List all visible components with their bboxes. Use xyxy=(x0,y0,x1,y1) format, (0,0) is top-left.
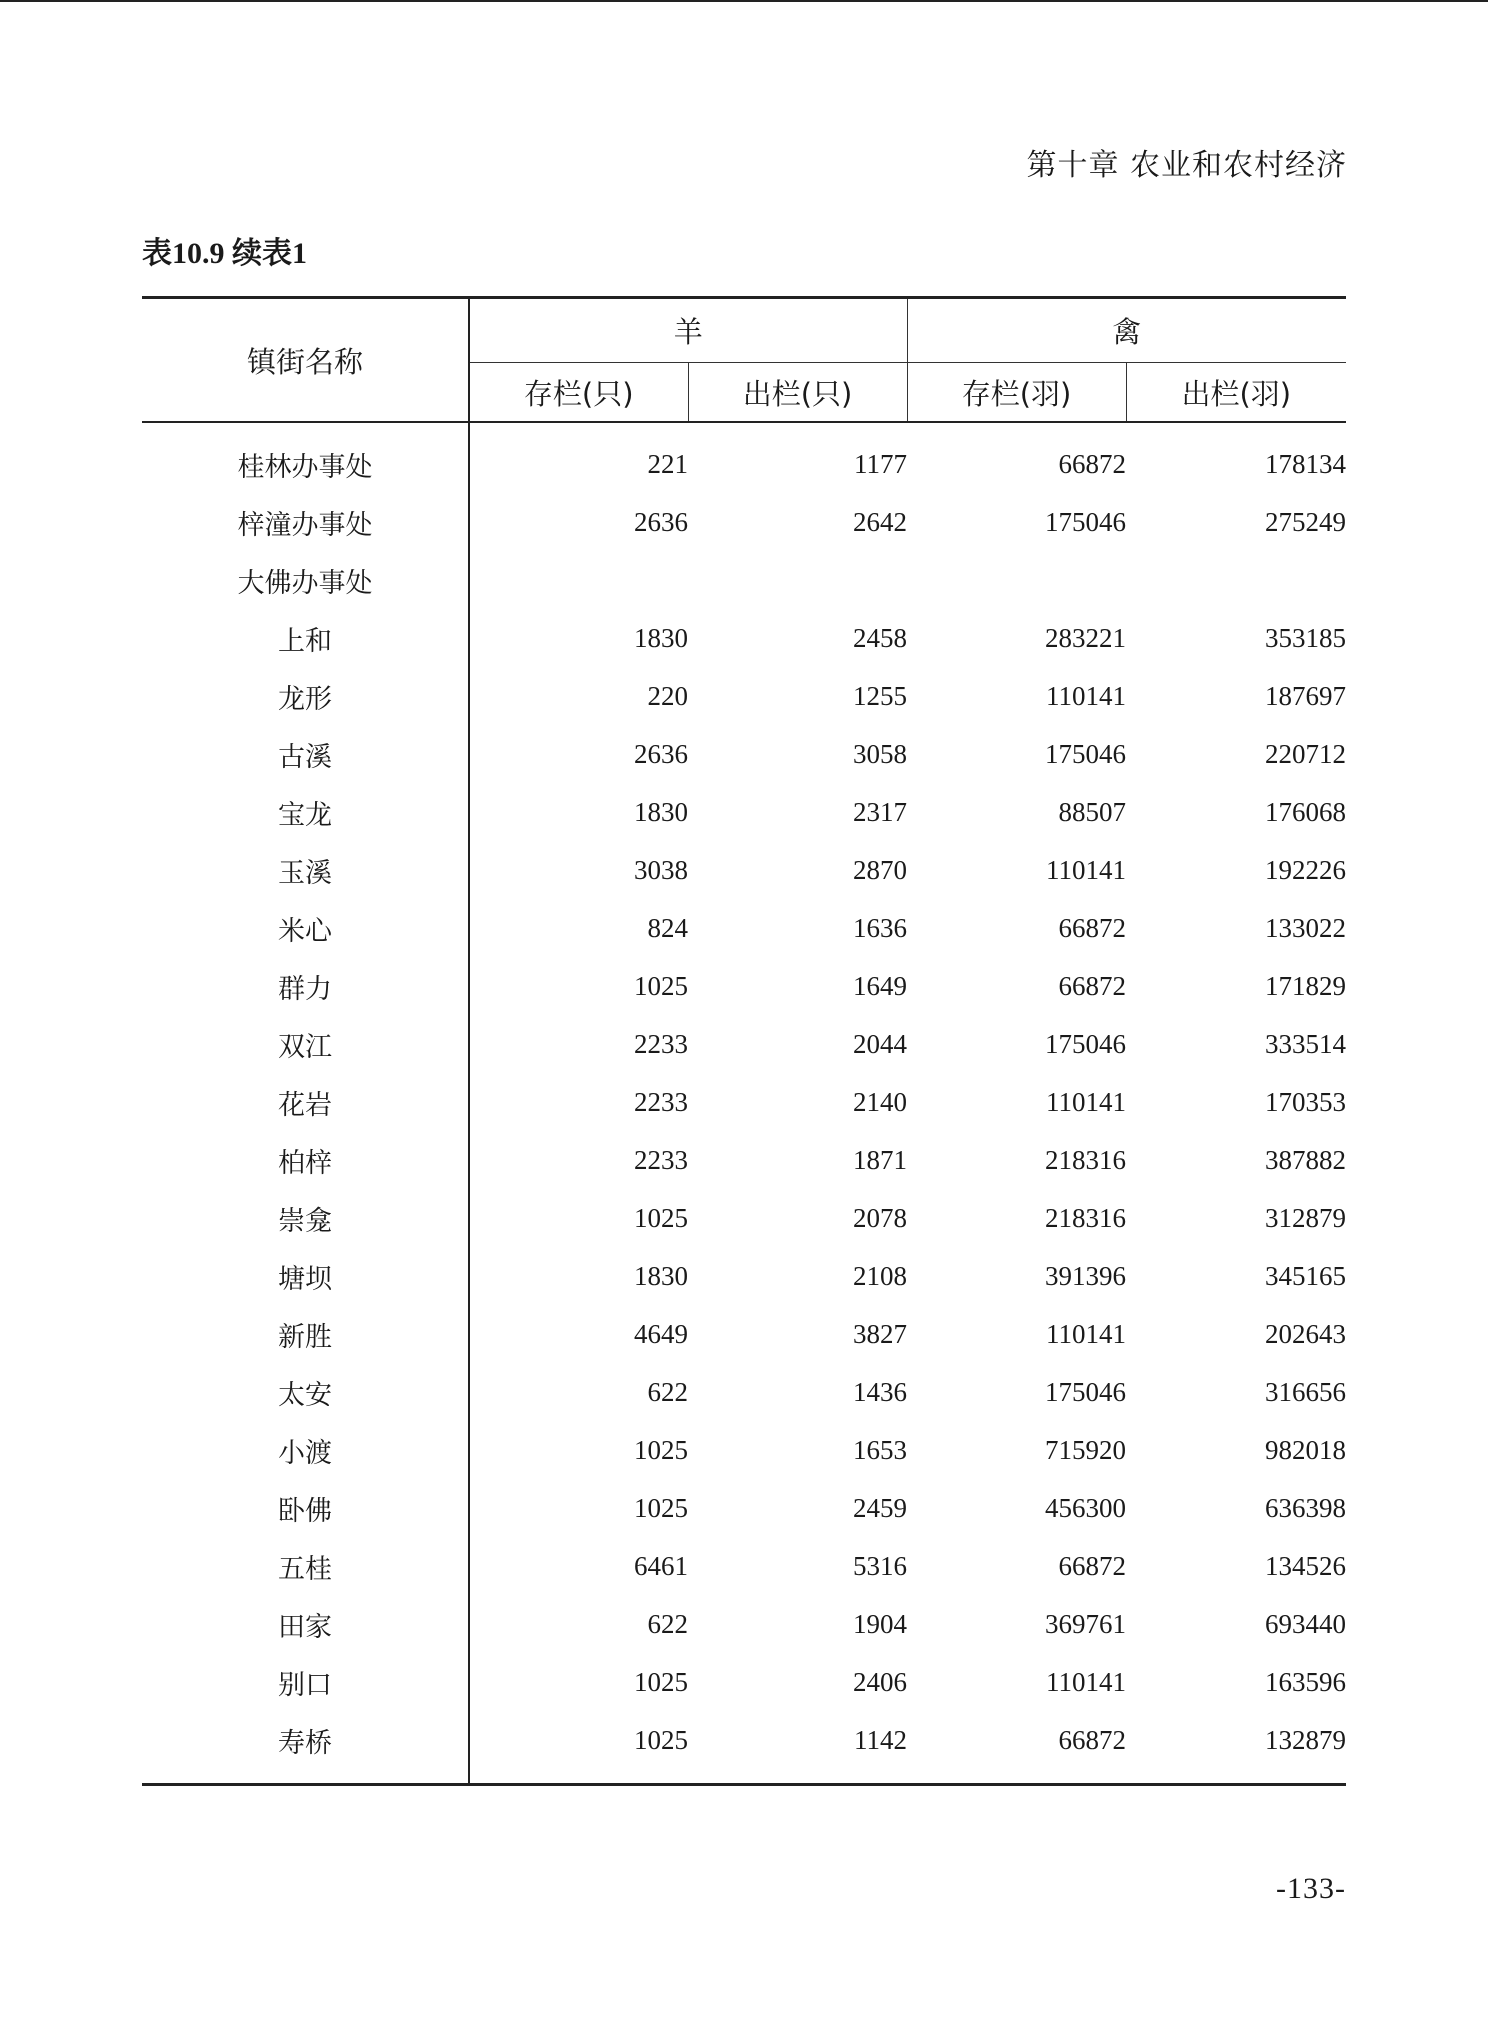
cell-region-name xyxy=(142,1653,469,1711)
cell-sheep-out: 1904 xyxy=(853,1608,908,1639)
table-title: 表10.9 续表1 xyxy=(142,237,307,270)
cell-poultry-stock: 218316 xyxy=(1045,1144,1127,1175)
cell-poultry-out: 345165 xyxy=(1265,1260,1347,1291)
region-name: 卧佛 xyxy=(278,1495,332,1526)
cell-sheep-stock: 2636 xyxy=(634,738,688,769)
region-name: 梓潼办事处 xyxy=(237,509,373,540)
cell-poultry-out: 693440 xyxy=(1265,1608,1347,1639)
cell-region-name xyxy=(142,1131,469,1189)
cell-sheep-out: 2108 xyxy=(853,1260,908,1291)
cell-sheep-stock: 1025 xyxy=(634,1492,688,1523)
region-name: 双江 xyxy=(278,1031,332,1062)
table-row xyxy=(142,609,1346,667)
column-header-sheep-out: 出栏(只) xyxy=(688,363,907,423)
table-row xyxy=(142,841,1346,899)
cell-poultry-stock: 175046 xyxy=(1045,1376,1127,1407)
cell-poultry-stock: 110141 xyxy=(1046,854,1127,885)
cell-poultry-stock: 88507 xyxy=(1058,796,1127,827)
cell-region-name xyxy=(142,1711,469,1769)
region-name: 崇龛 xyxy=(278,1205,332,1236)
column-header-sheep-stock: 存栏(只) xyxy=(469,363,688,423)
region-name: 龙形 xyxy=(278,683,332,714)
cell-region-name xyxy=(142,667,469,725)
table-row xyxy=(142,1421,1346,1479)
cell-region-name xyxy=(142,1479,469,1537)
spacer-cell xyxy=(142,1769,469,1785)
region-name: 小渡 xyxy=(278,1437,332,1468)
header-row-groups xyxy=(142,298,1346,363)
cell-region-name xyxy=(142,957,469,1015)
cell-sheep-stock: 824 xyxy=(647,912,688,943)
spacer-cell xyxy=(907,1769,1126,1785)
column-header-poultry-out: 出栏(羽) xyxy=(1126,363,1346,423)
table-row xyxy=(142,1015,1346,1073)
cell-poultry-out: 176068 xyxy=(1265,796,1347,827)
cell-sheep-stock: 220 xyxy=(647,680,688,711)
cell-sheep-stock: 4649 xyxy=(634,1318,688,1349)
table-row xyxy=(142,1131,1346,1189)
cell-sheep-stock: 622 xyxy=(647,1376,688,1407)
cell-poultry-out: 170353 xyxy=(1265,1086,1347,1117)
table-row xyxy=(142,1247,1346,1305)
region-name: 群力 xyxy=(278,973,332,1004)
table-row xyxy=(142,1073,1346,1131)
column-group-poultry: 禽 xyxy=(907,298,1346,363)
cell-poultry-stock: 175046 xyxy=(1045,506,1127,537)
table-row xyxy=(142,1537,1346,1595)
region-name: 寿桥 xyxy=(278,1727,332,1758)
cell-poultry-out: 134526 xyxy=(1265,1550,1347,1581)
cell-region-name xyxy=(142,841,469,899)
cell-poultry-out: 133022 xyxy=(1265,912,1347,943)
cell-poultry-stock: 283221 xyxy=(1045,622,1127,653)
column-group-sheep: 羊 xyxy=(469,298,907,363)
cell-sheep-stock: 2233 xyxy=(634,1028,688,1059)
region-name: 大佛办事处 xyxy=(237,567,373,598)
cell-sheep-stock: 2233 xyxy=(634,1144,688,1175)
cell-poultry-out: 275249 xyxy=(1265,506,1347,537)
cell-poultry-stock: 715920 xyxy=(1045,1434,1127,1465)
cell-sheep-stock: 1025 xyxy=(634,1666,688,1697)
table-row xyxy=(142,957,1346,1015)
cell-poultry-stock: 175046 xyxy=(1045,1028,1127,1059)
cell-sheep-out: 2406 xyxy=(853,1666,908,1697)
cell-poultry-out: 353185 xyxy=(1265,622,1347,653)
cell-poultry-out: 187697 xyxy=(1265,680,1347,711)
cell-poultry-stock: 66872 xyxy=(1058,448,1127,479)
region-name: 田家 xyxy=(278,1611,332,1642)
cell-region-name xyxy=(142,1247,469,1305)
cell-sheep-out: 2044 xyxy=(853,1028,908,1059)
table-row xyxy=(142,1363,1346,1421)
cell-poultry-out: 178134 xyxy=(1265,448,1347,479)
cell-region-name xyxy=(142,609,469,667)
cell-sheep-out: 1653 xyxy=(853,1434,908,1465)
cell-region-name xyxy=(142,1363,469,1421)
cell-sheep-out: 2078 xyxy=(853,1202,908,1233)
cell-region-name xyxy=(142,1189,469,1247)
cell-region-name xyxy=(142,551,469,609)
cell-poultry-stock: 66872 xyxy=(1058,970,1127,1001)
cell-sheep-out xyxy=(688,551,907,609)
cell-sheep-out: 1142 xyxy=(854,1724,908,1755)
page-top-border xyxy=(0,0,1488,2)
livestock-table xyxy=(142,296,1346,1786)
table-row xyxy=(142,1595,1346,1653)
region-name: 别口 xyxy=(278,1669,332,1700)
cell-sheep-out: 1255 xyxy=(853,680,908,711)
cell-region-name xyxy=(142,725,469,783)
region-name: 五桂 xyxy=(278,1553,332,1584)
cell-sheep-out: 1871 xyxy=(853,1144,908,1175)
cell-sheep-out: 2870 xyxy=(853,854,908,885)
cell-region-name xyxy=(142,1537,469,1595)
table-spacer-top xyxy=(142,422,1346,435)
cell-sheep-out: 2642 xyxy=(853,506,908,537)
table-row xyxy=(142,493,1346,551)
cell-poultry-stock: 110141 xyxy=(1046,680,1127,711)
region-name: 柏梓 xyxy=(278,1147,332,1178)
cell-sheep-out: 2459 xyxy=(853,1492,908,1523)
cell-poultry-stock xyxy=(907,551,1126,609)
region-name: 上和 xyxy=(278,625,332,656)
cell-region-name xyxy=(142,783,469,841)
cell-sheep-out: 3827 xyxy=(853,1318,908,1349)
region-name: 宝龙 xyxy=(278,799,332,830)
table-row xyxy=(142,435,1346,493)
cell-sheep-out: 5316 xyxy=(853,1550,908,1581)
spacer-cell xyxy=(688,422,907,435)
table-spacer-bottom xyxy=(142,1769,1346,1785)
cell-poultry-out: 982018 xyxy=(1265,1434,1347,1465)
cell-sheep-out: 1636 xyxy=(853,912,908,943)
spacer-cell xyxy=(1126,1769,1346,1785)
cell-poultry-out: 163596 xyxy=(1265,1666,1347,1697)
chapter-title: 第十章 农业和农村经济 xyxy=(1026,148,1347,183)
table-row xyxy=(142,899,1346,957)
cell-sheep-stock: 1830 xyxy=(634,796,688,827)
column-header-region: 镇街名称 xyxy=(142,298,469,423)
cell-sheep-out: 1436 xyxy=(853,1376,908,1407)
region-name: 桂林办事处 xyxy=(237,451,373,482)
cell-sheep-out: 3058 xyxy=(853,738,908,769)
spacer-cell xyxy=(1126,422,1346,435)
cell-poultry-out: 192226 xyxy=(1265,854,1347,885)
cell-region-name xyxy=(142,1305,469,1363)
region-name: 花岩 xyxy=(278,1089,332,1120)
spacer-cell xyxy=(469,1769,688,1785)
cell-region-name xyxy=(142,435,469,493)
spacer-cell xyxy=(142,422,469,435)
column-header-poultry-stock: 存栏(羽) xyxy=(907,363,1126,423)
table-row xyxy=(142,1305,1346,1363)
table-row xyxy=(142,551,1346,609)
cell-region-name xyxy=(142,1015,469,1073)
cell-poultry-out: 220712 xyxy=(1265,738,1347,769)
cell-sheep-stock: 622 xyxy=(647,1608,688,1639)
cell-poultry-stock: 66872 xyxy=(1058,1550,1127,1581)
cell-region-name xyxy=(142,493,469,551)
table-header xyxy=(142,298,1346,423)
region-name: 玉溪 xyxy=(278,857,332,888)
spacer-cell xyxy=(907,422,1126,435)
cell-poultry-out: 316656 xyxy=(1265,1376,1347,1407)
cell-region-name xyxy=(142,1073,469,1131)
cell-sheep-stock: 1830 xyxy=(634,622,688,653)
cell-poultry-stock: 66872 xyxy=(1058,912,1127,943)
cell-poultry-stock: 391396 xyxy=(1045,1260,1127,1291)
region-name: 塘坝 xyxy=(278,1263,332,1294)
cell-sheep-out: 1177 xyxy=(854,448,908,479)
cell-sheep-stock: 6461 xyxy=(634,1550,688,1581)
cell-sheep-stock: 1830 xyxy=(634,1260,688,1291)
cell-sheep-stock: 1025 xyxy=(634,1202,688,1233)
cell-sheep-out: 1649 xyxy=(853,970,908,1001)
table-row xyxy=(142,783,1346,841)
cell-sheep-stock: 2233 xyxy=(634,1086,688,1117)
cell-poultry-out: 636398 xyxy=(1265,1492,1347,1523)
cell-sheep-stock: 221 xyxy=(647,448,688,479)
cell-region-name xyxy=(142,1595,469,1653)
table-body xyxy=(142,422,1346,1785)
cell-sheep-stock: 1025 xyxy=(634,1434,688,1465)
cell-poultry-stock: 456300 xyxy=(1045,1492,1127,1523)
table-row xyxy=(142,725,1346,783)
cell-poultry-stock: 110141 xyxy=(1046,1086,1127,1117)
cell-sheep-out: 2140 xyxy=(853,1086,908,1117)
page-number: -133- xyxy=(1276,1872,1346,1905)
cell-poultry-stock: 110141 xyxy=(1046,1666,1127,1697)
cell-sheep-stock: 1025 xyxy=(634,1724,688,1755)
cell-poultry-out: 312879 xyxy=(1265,1202,1347,1233)
cell-poultry-stock: 66872 xyxy=(1058,1724,1127,1755)
cell-poultry-stock: 218316 xyxy=(1045,1202,1127,1233)
cell-poultry-stock: 175046 xyxy=(1045,738,1127,769)
region-name: 太安 xyxy=(278,1379,332,1410)
table-row xyxy=(142,1653,1346,1711)
spacer-cell xyxy=(469,422,688,435)
cell-sheep-stock: 1025 xyxy=(634,970,688,1001)
cell-region-name xyxy=(142,1421,469,1479)
cell-sheep-stock xyxy=(469,551,688,609)
cell-region-name xyxy=(142,899,469,957)
cell-sheep-out: 2458 xyxy=(853,622,908,653)
region-name: 米心 xyxy=(278,915,332,946)
table-row xyxy=(142,667,1346,725)
cell-poultry-out: 171829 xyxy=(1265,970,1347,1001)
cell-poultry-out: 387882 xyxy=(1265,1144,1347,1175)
cell-poultry-stock: 369761 xyxy=(1045,1608,1127,1639)
cell-poultry-out xyxy=(1126,551,1346,609)
table-row xyxy=(142,1189,1346,1247)
cell-poultry-out: 132879 xyxy=(1265,1724,1347,1755)
cell-poultry-out: 333514 xyxy=(1265,1028,1347,1059)
region-name: 古溪 xyxy=(278,741,332,772)
cell-sheep-stock: 3038 xyxy=(634,854,688,885)
cell-poultry-stock: 110141 xyxy=(1046,1318,1127,1349)
cell-sheep-out: 2317 xyxy=(853,796,908,827)
table-row xyxy=(142,1479,1346,1537)
region-name: 新胜 xyxy=(278,1321,332,1352)
spacer-cell xyxy=(688,1769,907,1785)
cell-sheep-stock: 2636 xyxy=(634,506,688,537)
table-row xyxy=(142,1711,1346,1769)
cell-poultry-out: 202643 xyxy=(1265,1318,1347,1349)
